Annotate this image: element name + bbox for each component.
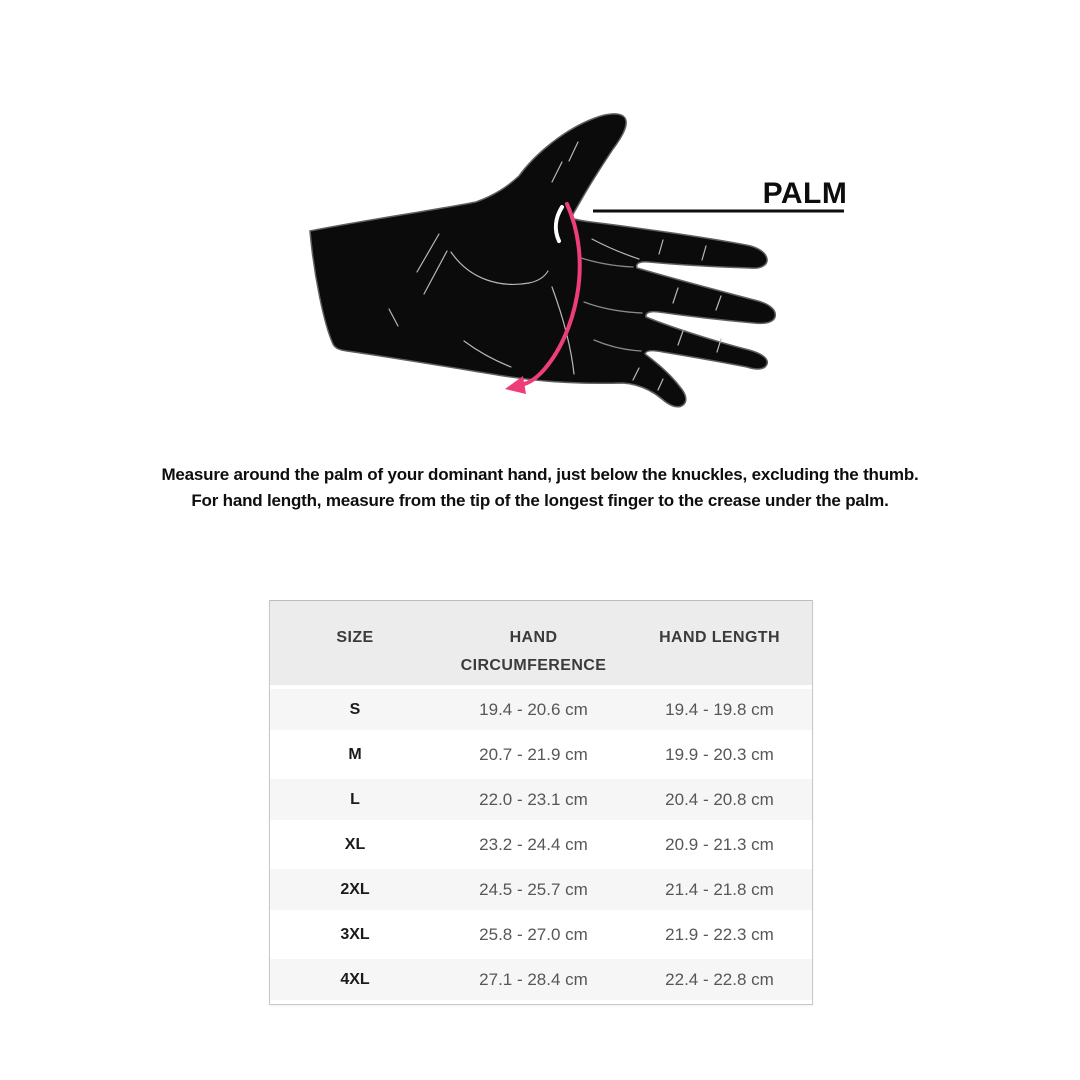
size-chart-header-row	[270, 601, 812, 687]
instruction-line-2: For hand length, measure from the tip of the longest finger to the crease under the palm.	[191, 491, 889, 510]
size-cell: M	[348, 745, 362, 763]
circumference-cell: 19.4 - 20.6 cm	[479, 699, 588, 719]
size-cell: 3XL	[340, 925, 370, 943]
circumference-cell: 23.2 - 24.4 cm	[479, 834, 588, 854]
table-row	[270, 822, 812, 867]
size-cell: 2XL	[340, 880, 370, 898]
measuring-tape-arrow-icon	[505, 376, 526, 394]
length-cell: 22.4 - 22.8 cm	[665, 969, 774, 989]
circumference-column-header: HAND CIRCUMFERENCE	[440, 601, 627, 687]
length-cell: 21.9 - 22.3 cm	[665, 924, 774, 944]
table-row	[270, 687, 812, 732]
hand-measurement-illustration	[280, 90, 860, 435]
instruction-line-1: Measure around the palm of your dominant hand, just below the knuckles, excluding the thumb.	[161, 465, 919, 484]
circumference-cell: 27.1 - 28.4 cm	[479, 969, 588, 989]
size-cell: L	[350, 790, 360, 808]
table-row	[270, 957, 812, 1002]
length-cell: 20.4 - 20.8 cm	[665, 789, 774, 809]
circumference-cell: 25.8 - 27.0 cm	[479, 924, 588, 944]
circumference-cell: 20.7 - 21.9 cm	[479, 744, 588, 764]
size-chart-table	[270, 601, 812, 1004]
length-cell: 19.4 - 19.8 cm	[665, 699, 774, 719]
measurement-instructions	[0, 462, 1080, 514]
hand-silhouette-shape	[310, 114, 775, 407]
circumference-cell: 24.5 - 25.7 cm	[479, 879, 588, 899]
length-cell: 21.4 - 21.8 cm	[665, 879, 774, 899]
table-row	[270, 777, 812, 822]
circumference-cell: 22.0 - 23.1 cm	[479, 789, 588, 809]
palm-label: PALM	[762, 177, 848, 210]
length-cell: 19.9 - 20.3 cm	[665, 744, 774, 764]
table-row	[270, 867, 812, 912]
size-column-header: SIZE	[270, 601, 440, 687]
size-chart	[269, 600, 813, 1005]
size-cell: S	[349, 700, 361, 718]
length-cell: 20.9 - 21.3 cm	[665, 834, 774, 854]
size-cell: 4XL	[340, 970, 370, 988]
size-cell: XL	[344, 835, 366, 853]
table-row	[270, 912, 812, 957]
length-column-header: HAND LENGTH	[627, 601, 812, 687]
table-row	[270, 732, 812, 777]
